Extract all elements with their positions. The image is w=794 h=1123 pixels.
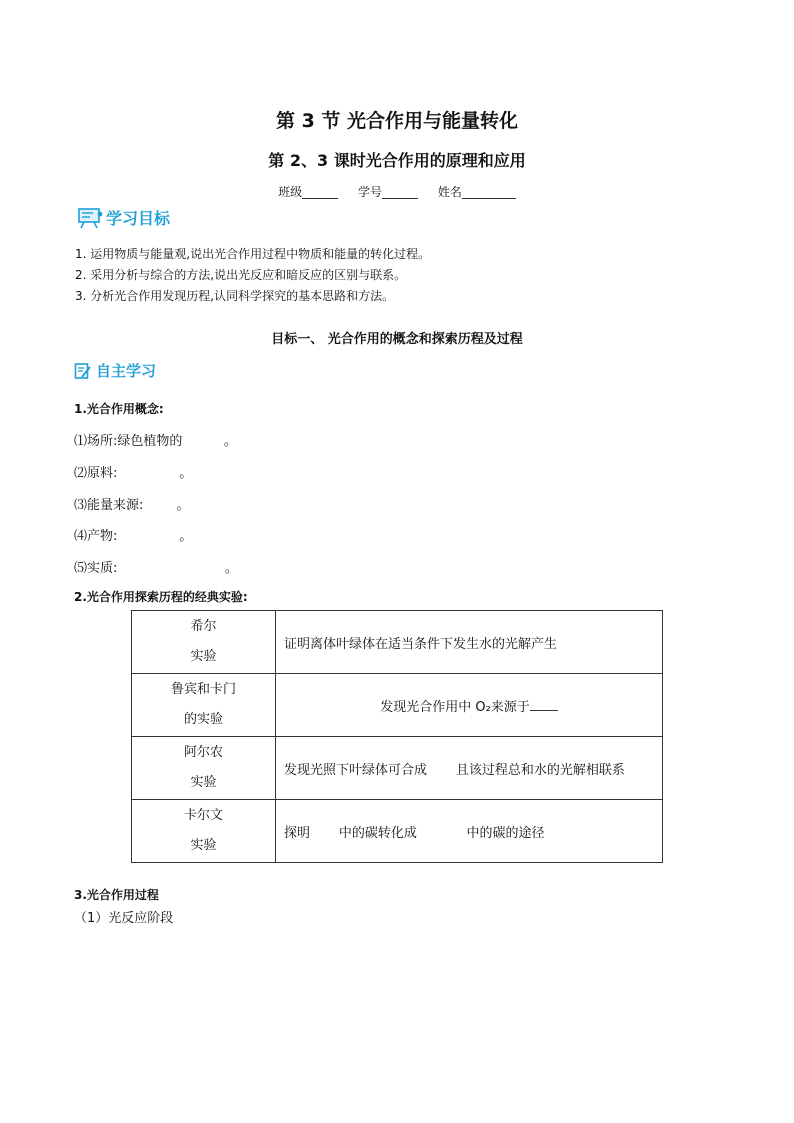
self-study-badge — [74, 360, 156, 381]
student-id-field: 学号______ — [357, 185, 418, 199]
student-info-line — [0, 183, 794, 200]
experiment-desc-cell: 探明 中的碳转化成 中的碳的途径 — [276, 800, 663, 863]
concept-heading: 1.光合作用概念: — [74, 402, 164, 416]
process-heading: 3.光合作用过程 — [74, 888, 159, 902]
concept-item-location: ⑴场所:绿色植物的 。 — [74, 434, 237, 449]
objective-item: 2. 采用分析与综合的方法,说出光反应和暗反应的区别与联系。 — [75, 268, 407, 282]
concept-item-energy: ⑶能量来源: 。 — [74, 498, 190, 513]
concept-item-essence: ⑸实质: 。 — [74, 561, 238, 576]
class-field: 班级______ — [278, 185, 339, 199]
objective-item: 3. 分析光合作用发现历程,认同科学探究的基本思路和方法。 — [75, 289, 395, 303]
objectives-badge — [76, 206, 170, 229]
objective-item: 1. 运用物质与能量观,说出光合作用过程中物质和能量的转化过程。 — [75, 247, 431, 261]
experiment-name-cell: 卡尔文 实验 — [132, 800, 276, 863]
experiment-desc-cell: 发现光照下叶绿体可合成 且该过程总和水的光解相联系 — [276, 737, 663, 800]
presentation-board-icon — [76, 207, 104, 229]
experiment-name-cell: 鲁宾和卡门 的实验 — [132, 674, 276, 737]
page-title: 第 3 节 光合作用与能量转化 — [275, 110, 519, 132]
table-row — [132, 674, 663, 737]
experiments-heading: 2.光合作用探索历程的经典实验: — [74, 590, 248, 604]
experiment-desc-cell: 证明离体叶绿体在适当条件下发生水的光解产生 — [276, 611, 663, 674]
objectives-badge-label: 学习目标 — [106, 209, 171, 228]
fill-in-blank — [530, 698, 558, 711]
concept-item-products: ⑷产物: 。 — [74, 529, 193, 544]
student-name-field: 姓名_________ — [437, 185, 516, 199]
concept-item-materials: ⑵原料: 。 — [74, 466, 193, 481]
table-row — [132, 800, 663, 863]
pencil-note-icon — [74, 362, 92, 380]
page-subtitle: 第 2、3 课时光合作用的原理和应用 — [268, 151, 526, 170]
experiment-name-cell: 阿尔农 实验 — [132, 737, 276, 800]
experiment-name-cell: 希尔 实验 — [132, 611, 276, 674]
experiments-table — [131, 610, 663, 863]
section-title: 目标一、 光合作用的概念和探索历程及过程 — [271, 332, 523, 347]
experiment-desc-cell: 发现光合作用中 O₂来源于 — [276, 674, 663, 737]
table-row — [132, 737, 663, 800]
self-study-badge-label: 自主学习 — [96, 362, 157, 380]
process-subheading: （1）光反应阶段 — [74, 911, 174, 926]
objectives-list — [75, 244, 430, 307]
table-row — [132, 611, 663, 674]
